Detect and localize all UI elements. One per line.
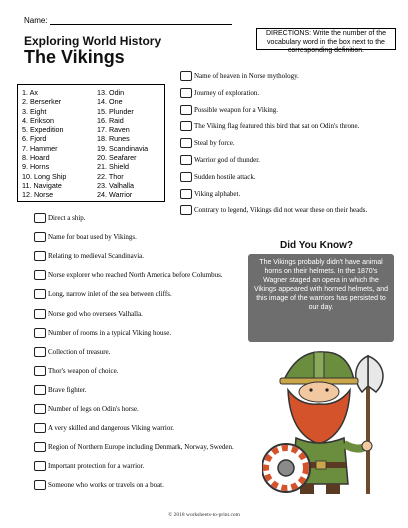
definition-row (34, 231, 137, 243)
vocabulary-column-2 (97, 88, 148, 200)
vocabulary-item: 4. Erikson (22, 115, 54, 125)
definition-text: A very skilled and dangerous Viking warrior. (48, 424, 175, 433)
vocabulary-item: 15. Plunder (97, 106, 134, 116)
directions-box: DIRECTIONS: Write the number of the vocabulary word in the box next to the corresponding definition. (256, 28, 396, 50)
definition-row (34, 308, 143, 320)
vocabulary-item: 13. Odin (97, 88, 125, 97)
definition-row (180, 70, 299, 82)
definition-row (34, 346, 110, 358)
answer-box[interactable] (34, 270, 46, 280)
answer-box[interactable] (34, 309, 46, 319)
vocabulary-item: 23. Valhalla (97, 180, 135, 190)
answer-box[interactable] (34, 385, 46, 395)
definition-text: Name for boat used by Vikings. (48, 233, 137, 242)
definition-row (34, 365, 118, 377)
answer-box[interactable] (180, 189, 192, 199)
vocabulary-item: 16. Raid (97, 115, 124, 125)
definition-row (34, 327, 171, 339)
axe-blade-back (356, 356, 368, 392)
vocabulary-item: 5. Expedition (22, 125, 64, 135)
vocabulary-item: 9. Horns (22, 162, 50, 172)
definition-text: Number of rooms in a typical Viking house. (48, 328, 172, 337)
vocabulary-item: 11. Navigate (22, 180, 62, 190)
answer-box[interactable] (34, 213, 46, 223)
definition-row (34, 479, 164, 491)
answer-box[interactable] (34, 461, 46, 471)
vocabulary-item: 12. Norse (22, 190, 54, 200)
definition-text: Direct a ship. (48, 214, 86, 222)
left-eye (309, 388, 312, 391)
definition-text: Warrior god of thunder. (194, 156, 260, 164)
definition-text: Contrary to legend, Vikings did not wear these on their heads. (194, 206, 368, 215)
vocabulary-item: 20. Seafarer (97, 153, 137, 163)
answer-box[interactable] (34, 328, 46, 338)
axe-blade (368, 356, 383, 392)
definition-row (34, 269, 223, 281)
definition-row (180, 171, 256, 183)
definition-text: Name of heaven in Norse mythology. (194, 72, 299, 80)
definition-row (180, 204, 367, 216)
definition-row (34, 441, 234, 453)
vocabulary-box (17, 84, 165, 202)
footer-copyright: © 2018 worksheets-to-print.com (168, 512, 240, 518)
definition-text: Thor's weapon of choice. (48, 366, 119, 375)
answer-box[interactable] (180, 172, 192, 182)
did-you-know-box: The Vikings probably didn't have animal horns on their helmets. In the 1870's Wagner staged an opera in which the Vikings appeared with horned helmets, and this image of the warriors has persisted to our day. (248, 254, 394, 342)
worksheet-title: The Vikings (24, 47, 125, 67)
vocabulary-item: 1. Ax (22, 88, 38, 97)
hand (362, 441, 372, 451)
answer-box[interactable] (180, 155, 192, 165)
definition-row (34, 384, 87, 396)
vocabulary-item: 3. Eight (22, 106, 47, 116)
vocabulary-item: 19. Scandinavia (97, 143, 149, 153)
definition-text: Long, narrow inlet of the sea between cliffs. (48, 290, 172, 299)
vocabulary-item: 7. Hammer (22, 143, 58, 153)
vocabulary-item: 6. Fjord (22, 134, 47, 144)
worksheet-subtitle: Exploring World History (24, 34, 162, 48)
answer-box[interactable] (34, 347, 46, 357)
definition-text: Steal by force. (194, 139, 235, 148)
answer-box[interactable] (180, 71, 192, 81)
definition-text: The Viking flag featured this bird that sat on Odin's throne. (194, 122, 360, 131)
definition-text: Collection of treasure. (48, 347, 111, 356)
viking-illustration (262, 348, 392, 498)
vocabulary-item: 22. Thor (97, 171, 124, 181)
answer-box[interactable] (180, 88, 192, 98)
definition-row (34, 403, 139, 415)
definition-text: Number of legs on Odin's horse. (48, 405, 139, 413)
vocabulary-column-1 (22, 88, 66, 200)
definition-text: Journey of exploration. (194, 88, 260, 97)
did-you-know-title: Did You Know? (280, 240, 353, 251)
answer-box[interactable] (180, 138, 192, 148)
name-line[interactable] (50, 24, 232, 25)
answer-box[interactable] (34, 423, 46, 433)
name-label: Name: (24, 16, 48, 25)
answer-box[interactable] (34, 232, 46, 242)
definition-text: Possible weapon for a Viking. (194, 105, 279, 114)
definition-text: Important protection for a warrior. (48, 462, 145, 471)
definition-text: Region of Northern Europe including Denmark, Norway, Sweden. (48, 443, 234, 452)
definition-text: Someone who works or travels on a boat. (48, 481, 164, 490)
answer-box[interactable] (34, 251, 46, 261)
right-eye (325, 388, 328, 391)
answer-box[interactable] (34, 366, 46, 376)
definition-row (180, 87, 259, 99)
answer-box[interactable] (34, 442, 46, 452)
belt-buckle (316, 461, 326, 469)
vocabulary-item: 18. Runes (97, 134, 130, 144)
vocabulary-item: 24. Warrior (97, 190, 133, 200)
vocabulary-item: 17. Raven (97, 125, 130, 135)
definition-row (34, 460, 144, 472)
definition-row (180, 137, 235, 149)
vocabulary-item: 21. Shield (97, 162, 129, 172)
definition-row (180, 154, 260, 166)
face (299, 382, 339, 402)
definition-row (180, 120, 359, 132)
definition-text: Norse explorer who reached North America before Columbus. (48, 271, 223, 280)
answer-box[interactable] (34, 480, 46, 490)
definition-row (34, 288, 172, 300)
definition-text: Sudden hostile attack. (194, 172, 256, 181)
answer-box[interactable] (180, 205, 192, 215)
definition-text: Norse god who oversees Valhalla. (48, 309, 143, 318)
answer-box[interactable] (34, 289, 46, 299)
vocabulary-item: 10. Long Ship (22, 171, 67, 181)
vocabulary-item: 2. Berserker (22, 97, 62, 107)
definition-text: Viking alphabet. (194, 189, 241, 198)
answer-box[interactable] (180, 105, 192, 115)
answer-box[interactable] (180, 121, 192, 131)
right-boot (326, 484, 340, 494)
definition-row (34, 422, 174, 434)
definition-row (180, 188, 240, 200)
definition-row (34, 250, 144, 262)
definition-text: Relating to medieval Scandinavia. (48, 252, 145, 261)
definition-text: Brave fighter. (48, 385, 87, 394)
vocabulary-item: 14. One (97, 97, 123, 107)
definition-row (180, 104, 278, 116)
answer-box[interactable] (34, 404, 46, 414)
definition-row (34, 212, 86, 224)
vocabulary-item: 8. Hoard (22, 153, 50, 163)
shield-boss (278, 460, 294, 476)
